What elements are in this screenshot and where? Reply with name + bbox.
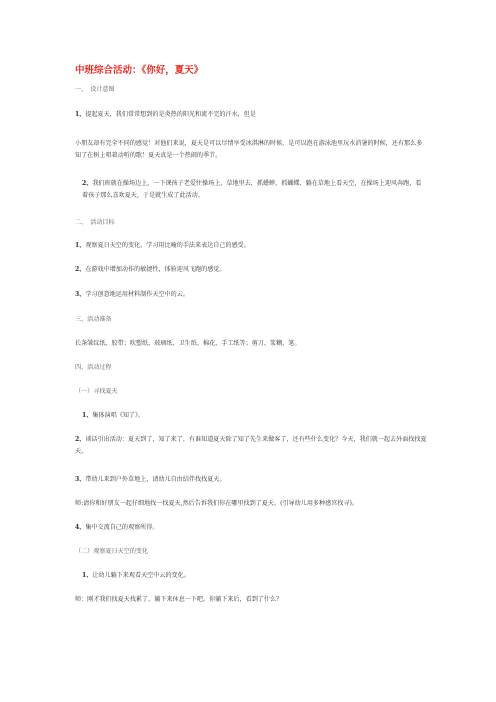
step-text: 谈话引出活动：夏天到了，知了来了，有谁知道夏天除了知了先生来做客了，还有些什么变化？今天，我们就一起去外面找找夏天。 xyxy=(75,436,427,455)
teacher-note-1: 师:请你和好朋友一起仔细地找一找夏天,然后告诉我们你在哪里找到了夏天。(引导幼儿用多种感官找寻)。 xyxy=(75,500,358,507)
preparation-text: 长条皱纹纸、胶带；吹塑纸、玻璃纸、卫生纸、棉花、手工纸等；剪刀、浆糊、笔。 xyxy=(75,340,301,347)
list-number: 3、 xyxy=(75,291,86,298)
activity-step-2 xyxy=(75,434,427,458)
step-text: 集中交流自己的观察所得。 xyxy=(85,524,159,531)
list-number: 2、 xyxy=(75,436,86,443)
paragraph-2: 小朋友却有完全不同的感觉！对他们来说，夏天是可以尽情享受冰淇淋的时候，是可以泡在游泳池里玩水消暑的时候，还有那么多知了在树上唱着动听的歌！夏天真是一个热闹的季节。 xyxy=(75,140,423,159)
doc-title: 中班综合活动：《你好，夏天》 xyxy=(75,65,204,76)
step-text: 集体演唱《知了》。 xyxy=(92,412,145,419)
list-number: 2、 xyxy=(75,266,86,273)
list-number: 1、 xyxy=(75,242,86,249)
section-heading-preparation: 三、活动准备 xyxy=(75,316,112,323)
goal-item-2 xyxy=(75,264,425,276)
section-heading-goals: 二、 活动目标 xyxy=(75,219,115,226)
list-number: 3、 xyxy=(75,476,86,483)
paragraph-1 xyxy=(75,109,425,121)
paragraph-text: 我们班就在操场边上，一下课孩子老爱往操场上、草地里去，抓蟋蟀、抓蝴蝶、躺在草地上看天空，在操场上迎风奔跑，看着孩子那么喜欢夏天，于是就生成了此活动。 xyxy=(82,180,422,199)
activity-step-4 xyxy=(75,522,425,534)
paragraph-text: 提起夏天，我们常常想到的是炎热的阳光和流不完的汗水，但是 xyxy=(85,111,256,118)
goal-text: 学习创意地运用材料制作天空中的云。 xyxy=(85,291,189,298)
subsection-heading-observe-sky: （二）观察夏日天空的变化 xyxy=(75,548,149,555)
list-number: 1、 xyxy=(82,412,93,419)
teacher-note-2: 师：刚才我们找夏天找累了，躺下来休息一下吧。你躺下来后，看到了什么？ xyxy=(75,596,283,603)
subsection-heading-find-summer: （一）寻找夏天 xyxy=(75,388,118,395)
section-heading-process: 四、活动过程 xyxy=(75,364,112,371)
goal-item-3 xyxy=(75,289,425,301)
step-text: 让幼儿躺下来观看天空中云的变化。 xyxy=(92,572,190,579)
goal-text: 在游戏中增加动作的敏捷性，体验迎风飞跑的感觉。 xyxy=(85,266,226,273)
list-number: 1、 xyxy=(82,572,93,579)
section-heading-design-intent: 一、 设计意图 xyxy=(75,86,115,93)
activity-step-1 xyxy=(82,410,432,422)
paragraph-3 xyxy=(82,178,427,202)
step-text: 带幼儿来到户外草地上，请幼儿自由结伴找找夏天。 xyxy=(85,476,226,483)
list-number: 4、 xyxy=(75,524,86,531)
observe-step-1 xyxy=(82,570,432,582)
activity-step-3 xyxy=(75,474,425,486)
goal-text: 观察夏日天空的变化，学习用比喻的手法来表达自己的感受。 xyxy=(85,242,250,249)
goal-item-1 xyxy=(75,240,425,252)
list-number: 2、 xyxy=(82,180,93,187)
list-number: 1、 xyxy=(75,111,86,118)
